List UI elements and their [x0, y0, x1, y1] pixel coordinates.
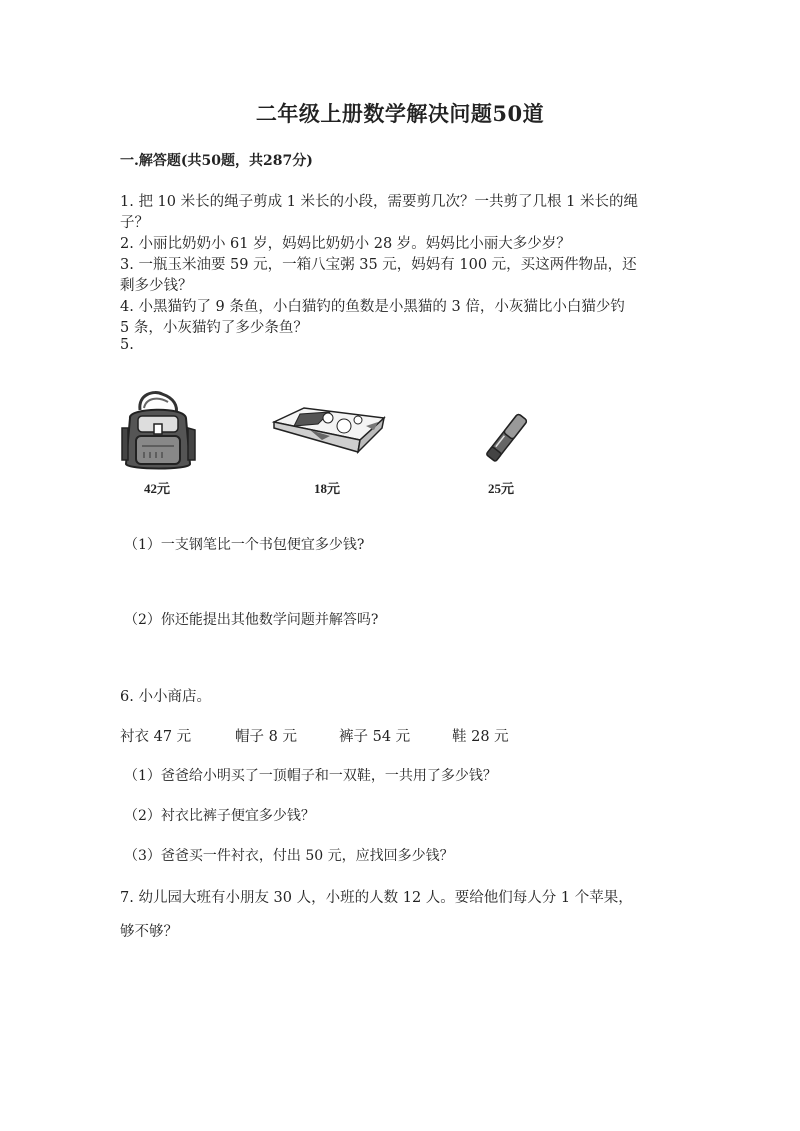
- question-5-sub-1: （1）一支钢笔比一个书包便宜多少钱?: [124, 537, 365, 553]
- question-6-label: 6. 小小商店。: [120, 689, 211, 705]
- page-title: 二年级上册数学解决问题50道: [255, 101, 545, 126]
- pencil-case-price: 18元: [314, 481, 341, 496]
- question-3-line-1: 3. 一瓶玉米油要 59 元，一箱八宝粥 35 元，妈妈有 100 元，买这两件物品，还: [120, 257, 637, 273]
- question-7-line-1: 7. 幼儿园大班有小朋友 30 人，小班的人数 12 人。要给他们每人分 1 个苹果，: [120, 890, 633, 906]
- question-4-line-2: 5 条，小灰猫钓了多少条鱼？: [120, 320, 308, 336]
- question-5-sub-2: （2）你还能提出其他数学问题并解答吗?: [124, 612, 379, 628]
- backpack-icon: [118, 388, 200, 474]
- question-7-line-2: 够不够？: [120, 924, 178, 940]
- shop-item: 裤子 54 元: [339, 729, 411, 745]
- shop-item: 鞋 28 元: [452, 729, 509, 745]
- question-1-line-1: 1. 把 10 米长的绳子剪成 1 米长的小段，需要剪几次？一共剪了几根 1 米长的绳: [120, 194, 638, 210]
- question-3-line-2: 剩多少钱？: [120, 278, 193, 294]
- pen-price: 25元: [488, 481, 515, 496]
- question-2: 2. 小丽比奶奶小 61 岁，妈妈比奶奶小 28 岁。妈妈比小丽大多少岁？: [120, 236, 571, 252]
- section-heading: 一.解答题(共50题，共287分): [120, 153, 313, 169]
- question-6-sub-1: （1）爸爸给小明买了一顶帽子和一双鞋，一共用了多少钱？: [124, 768, 497, 784]
- shop-item: 衬衣 47 元: [120, 729, 192, 745]
- question-4-line-1: 4. 小黑猫钓了 9 条鱼，小白猫钓的鱼数是小黑猫的 3 倍，小灰猫比小白猫少钓: [120, 299, 625, 315]
- shop-item: 帽子 8 元: [235, 729, 297, 745]
- backpack-price: 42元: [144, 481, 171, 496]
- question-6-sub-3: （3）爸爸买一件衬衣，付出 50 元，应找回多少钱？: [124, 848, 454, 864]
- question-6-sub-2: （2）衬衣比裤子便宜多少钱？: [124, 808, 315, 824]
- pen-icon: [478, 404, 538, 468]
- question-5-label: 5.: [120, 337, 134, 353]
- pencil-case-icon: [270, 400, 388, 458]
- question-1-line-2: 子？: [120, 215, 149, 231]
